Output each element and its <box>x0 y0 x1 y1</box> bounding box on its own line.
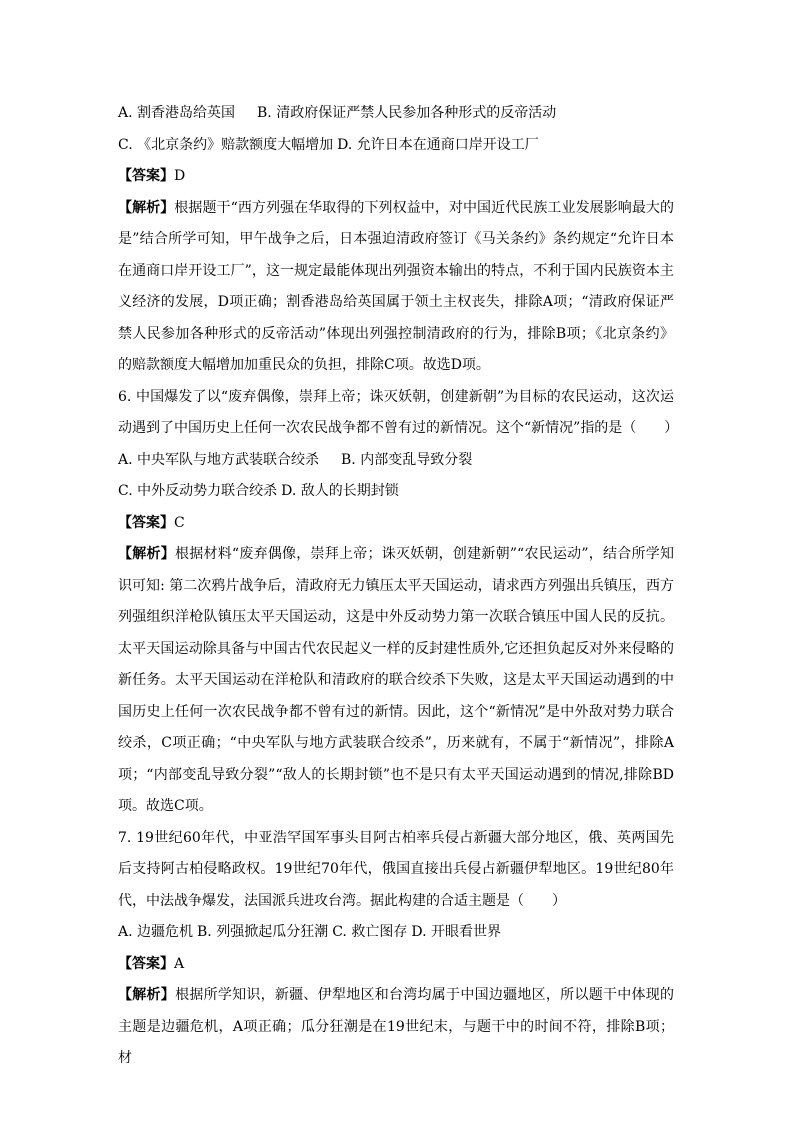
q7-option-a: A. 边疆危机 <box>118 924 194 940</box>
q5-analysis <box>118 193 674 382</box>
q5-answer-label: 【答案】 <box>118 168 174 184</box>
q6-option-d: D. 敌人的长期封锁 <box>281 483 399 499</box>
q7-stem: 7. 19世纪60年代，中亚浩罕国军事头目阿古柏率兵侵占新疆大部分地区，俄、英两国先后支持阿古柏侵略政权。19世纪70年代，俄国直接出兵侵占新疆伊犁地区。19世纪80年代，中法战争爆发，法国派兵进攻台湾。据此构建的合适主题是（ ） <box>118 829 674 909</box>
q6-options-row-2 <box>118 476 674 508</box>
q6-analysis-text: 根据材料“废弃偶像，崇拜上帝；诛灭妖朝，创建新朝”“农民运动”，结合所学知识可知: 第二次鸦片战争后，清政府无力镇压太平天国运动，请求西方列强出兵镇压，西方列强组织洋枪队镇压太平天国运动，这是中外反动势力第一次联合镇压中国人民的反抗。太平天国运动除具备与中国古代农民起义一样的反封建性质外,它还担负起反对外来侵略的新任务。太平天国运动在洋枪队和清政府的联合绞杀下失败，这是太平天国运动遇到的中国历史上任何一次农民战争都不曾有过的新情。因此，这个“新情况”是中外敌对势力联合绞杀，C项正确；“中央军队与地方武装联合绞杀”，历来就有，不属于“新情况”，排除A项；“内部变乱导致分裂”“敌人的长期封锁”也不是只有太平天国运动遇到的情况,排除BD项。故选C项。 <box>118 546 674 814</box>
q5-analysis-label: 【解析】 <box>118 199 175 216</box>
q7-option-d: D. 开眼看世界 <box>411 924 501 940</box>
q5-option-b: B. 清政府保证严禁人民参加各种形式的反帝活动 <box>257 105 557 121</box>
q7-answer-value: A <box>174 955 185 972</box>
q6-answer-label: 【答案】 <box>118 514 174 531</box>
q6-stem: 6. 中国爆发了以“废弃偶像，崇拜上帝；诛灭妖朝，创建新朝”为目标的农民运动，这次运动遇到了中国历史上任何一次农民战争都不曾有过的新情况。这个“新情况”指的是（ ） <box>118 388 679 436</box>
q5-analysis-text: 根据题干“西方列强在华取得的下列权益中，对中国近代民族工业发展影响最大的是”结合所学可知，甲午战争之后，日本强迫清政府签订《马关条约》条约规定“允许日本在通商口岸开设工厂”，这一规定最能体现出列强资本输出的特点，不利于国内民族资本主义经济的发展，D项正确；割香港岛给英国属于领土主权丧失，排除A项；“清政府保证严禁人民参加各种形式的反帝活动”体现出列强控制清政府的行为，排除B项；《北京条约》的赔款额度大幅增加加重民众的负担，排除C项。故选D项。 <box>118 199 675 373</box>
q5-option-d: D. 允许日本在通商口岸开设工厂 <box>337 136 539 153</box>
q6-analysis-label: 【解析】 <box>118 546 175 562</box>
q6-answer <box>118 508 674 540</box>
q7-options-row <box>118 917 674 949</box>
q7-answer <box>118 949 674 981</box>
q7-option-b: B. 列强掀起瓜分狂潮 <box>197 924 329 940</box>
q6-option-c: C. 中外反动势力联合绞杀 <box>118 483 278 499</box>
q7-analysis-text: 根据所学知识，新疆、伊犁地区和台湾均属于中国边疆地区，所以题干中体现的主题是边疆危机，A项正确；瓜分狂潮是在19世纪末，与题干中的时间不符，排除B项；材 <box>118 987 675 1066</box>
q7-analysis-label: 【解析】 <box>118 987 176 1003</box>
q6-analysis <box>118 539 674 823</box>
document-body <box>118 98 679 1075</box>
q6-options-row-1 <box>118 445 674 477</box>
q6-option-a: A. 中央军队与地方武装联合绞杀 <box>118 451 320 468</box>
q7-option-c: C. 救亡图存 <box>332 924 408 940</box>
q6-option-b: B. 内部变乱导致分裂 <box>341 451 473 468</box>
q7-answer-label: 【答案】 <box>118 955 174 972</box>
q6-answer-value: C <box>174 514 185 531</box>
q5-options-row-2 <box>118 130 674 162</box>
q5-options-row-1 <box>118 98 674 130</box>
q5-answer-value: D <box>174 168 186 184</box>
q5-option-a: A. 割香港岛给英国 <box>118 105 236 121</box>
q5-answer <box>118 161 674 193</box>
q5-option-c: C. 《北京条约》赔款额度大幅增加 <box>118 136 334 153</box>
q7-analysis <box>118 980 674 1075</box>
